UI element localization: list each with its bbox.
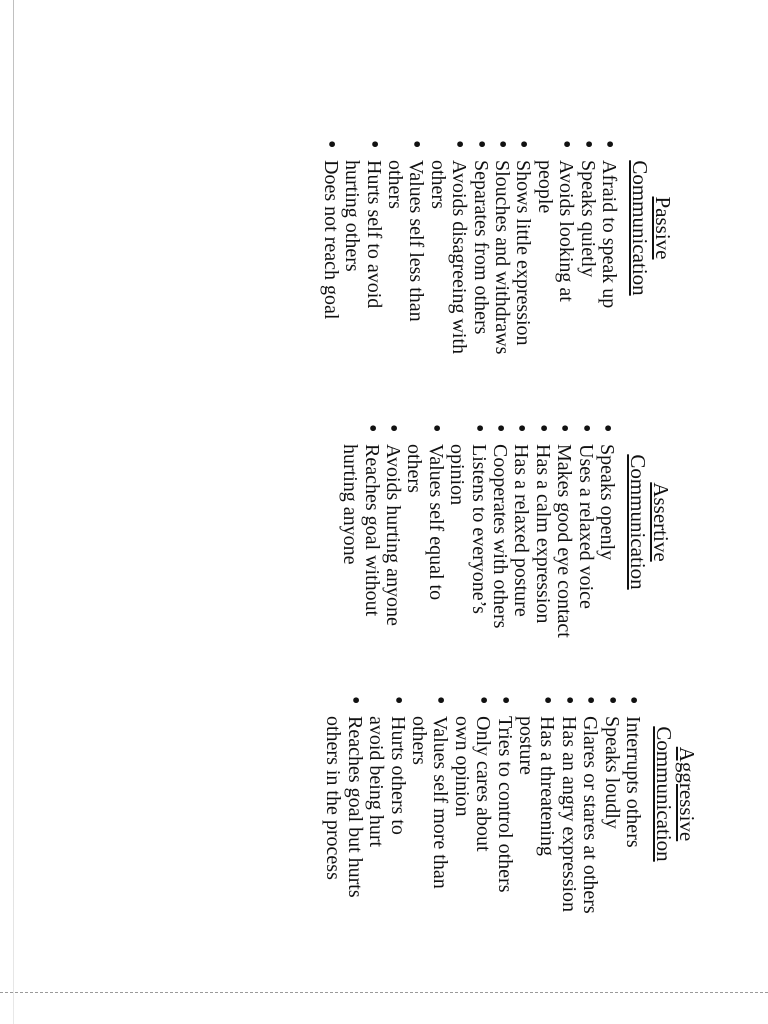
assertive-list [339, 422, 617, 712]
list-item: • Tries to control others [493, 694, 514, 988]
list-item: • Slouches and withdraws [491, 138, 512, 434]
list-item: • Values self more than others [408, 694, 451, 896]
passive-title-line1: Passive [651, 196, 675, 260]
list-item: • Interrupts others [622, 694, 643, 988]
passive-column [319, 138, 674, 434]
list-item: • Cooperates with others [489, 422, 510, 712]
list-item: • Makes good eye contact [553, 422, 574, 712]
aggressive-title [652, 706, 698, 882]
list-item: • Shows little expression [512, 138, 533, 434]
list-item: • Has an angry expression [557, 694, 578, 988]
list-item: • Afraid to speak up [598, 138, 619, 434]
list-item: • Has a relaxed posture [510, 422, 531, 712]
list-item: • Separates from others [469, 138, 490, 434]
list-item: • Uses a relaxed voice [574, 422, 595, 712]
assertive-title-line1: Assertive [649, 482, 673, 562]
list-item: • Avoids looking at people [533, 138, 576, 310]
assertive-title-line2: Communication [626, 454, 650, 590]
assertive-column [339, 422, 672, 712]
list-item: • Speaks loudly [600, 694, 621, 988]
list-item: • Reaches goal but hurts others in the process [322, 694, 365, 906]
list-item: • Avoids disagreeing with others [426, 138, 469, 370]
list-item: • Listens to everyone’s opinion [446, 422, 489, 619]
list-item: • Speaks openly [596, 422, 617, 712]
aggressive-title-line2: Communication [652, 726, 676, 862]
aggressive-title-line1: Aggressive [675, 746, 699, 842]
assertive-title [626, 432, 672, 612]
aggressive-list [322, 694, 643, 988]
list-item: • Has a threatening posture [515, 694, 558, 876]
list-item: • Reaches goal without hurting anyone [339, 422, 382, 629]
list-item: • Only cares about own opinion [450, 694, 493, 886]
list-item: • Glares or stares at others [579, 694, 600, 988]
list-item: • Avoids hurting anyone [382, 422, 403, 712]
list-item: • Speaks quietly [576, 138, 597, 434]
list-item: • Has a calm expression [531, 422, 552, 712]
list-item: • Values self less than others [384, 138, 427, 340]
passive-title [628, 138, 674, 318]
list-item: • Values self equal to others [403, 422, 446, 604]
aggressive-column [322, 694, 698, 988]
passive-list [319, 138, 619, 434]
list-item: • Hurts others to avoid being hurt [365, 694, 408, 881]
list-item: • Does not reach goal [319, 138, 340, 434]
list-item: • Hurts self to avoid hurting others [341, 138, 384, 310]
passive-title-line2: Communication [628, 160, 652, 296]
